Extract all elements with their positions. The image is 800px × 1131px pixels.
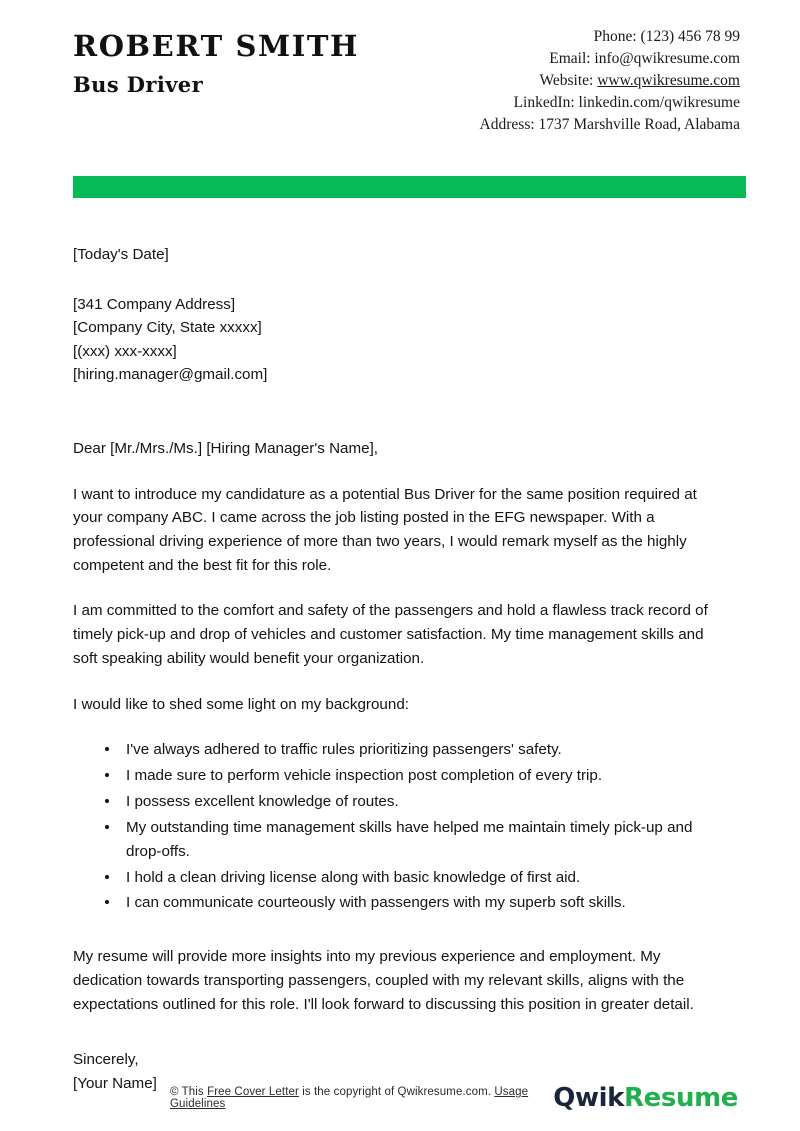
salutation: Dear [Mr./Mrs./Ms.] [Hiring Manager's Name], — [73, 439, 379, 457]
document-footer — [0, 1083, 800, 1113]
bullets-intro: I would like to shed some light on my background: — [73, 695, 409, 713]
recipient-email: [hiring.manager@gmail.com] — [73, 366, 268, 384]
signoff-name: [Your Name] — [73, 1074, 157, 1092]
free-cover-letter-link[interactable]: Free Cover Letter — [207, 1086, 299, 1098]
contact-phone: Phone: (123) 456 78 99 — [593, 28, 740, 45]
document-header — [0, 0, 800, 136]
recipient-address: [341 Company Address] — [73, 295, 236, 313]
contact-address: Address: 1737 Marshville Road, Alabama — [479, 116, 740, 133]
copyright-middle: is the copyright of Qwikresume.com. — [298, 1086, 495, 1098]
contact-website-link[interactable]: www.qwikresume.com — [597, 72, 740, 89]
logo-text-resume: Resume — [624, 1083, 738, 1113]
list-item: My outstanding time management skills have helped me maintain timely pick-up and drop-offs. — [105, 816, 727, 864]
recipient-phone: [(xxx) xxx-xxxx] — [73, 342, 177, 360]
recipient-city-state: [Company City, State xxxxx] — [73, 319, 262, 337]
contact-linkedin: LinkedIn: linkedin.com/qwikresume — [513, 94, 740, 111]
applicant-name: ROBERT SMITH — [73, 29, 360, 63]
copyright-notice — [170, 1086, 553, 1110]
list-item: I made sure to perform vehicle inspection post completion of every trip. — [105, 764, 727, 788]
signoff-word: Sincerely, — [73, 1051, 139, 1069]
logo-text-qwik: Qwik — [553, 1083, 625, 1113]
green-accent-bar — [73, 176, 746, 198]
list-item: I can communicate courteously with passengers with my superb soft skills. — [105, 891, 727, 915]
accent-bar-container — [0, 176, 800, 198]
letter-date: [Today's Date] — [73, 246, 169, 263]
copyright-prefix: © This — [170, 1086, 208, 1098]
contact-website-label: Website: — [539, 72, 598, 89]
list-item: I've always adhered to traffic rules prioritizing passengers' safety. — [105, 738, 727, 762]
applicant-job-title: Bus Driver — [73, 72, 204, 98]
paragraph-1: I want to introduce my candidature as a potential Bus Driver for the same position required at your company ABC. I came across the job listing posted in the EFG newspaper. With a professional driving experience of more than two years, I would remark myself as the highly competent and the best fit for this role. — [73, 485, 697, 574]
qwikresume-logo[interactable] — [553, 1083, 738, 1113]
contact-email: Email: info@qwikresume.com — [549, 50, 740, 67]
contact-website — [480, 70, 740, 92]
list-item: I hold a clean driving license along with basic knowledge of first aid. — [105, 866, 727, 890]
highlights-list — [73, 738, 727, 915]
recipient-block — [73, 293, 727, 387]
identity-block — [73, 26, 359, 97]
usage-guidelines-link[interactable]: Usage Guidelines — [170, 1086, 529, 1110]
letter-body — [0, 243, 800, 1096]
list-item: I possess excellent knowledge of routes. — [105, 790, 727, 814]
closing-paragraph: My resume will provide more insights into my previous experience and employment. My dedication towards transporting passengers, coupled with my relevant skills, aligns with the expectations outlined for this role. I'll look forward to discussing this position in greater detail. — [73, 948, 694, 1013]
contact-details — [480, 26, 740, 136]
paragraph-2: I am committed to the comfort and safety of the passengers and hold a flawless track record of timely pick-up and drop of vehicles and customer satisfaction. My time management skills and soft speaking ability would benefit your organization. — [73, 602, 708, 667]
